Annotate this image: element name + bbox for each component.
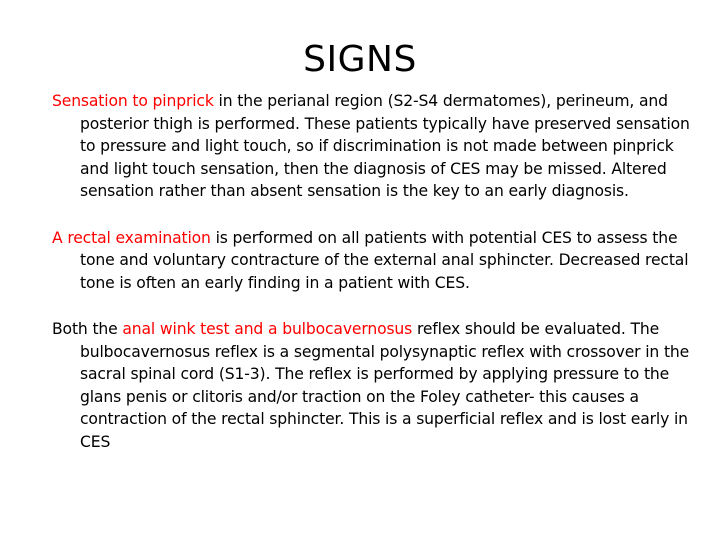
slide-title: SIGNS bbox=[303, 39, 417, 80]
highlight-anal-wink-bulbocavernosus: anal wink test and a bulbocavernosus bbox=[122, 320, 413, 338]
paragraph-pinprick bbox=[52, 90, 690, 203]
paragraph-text: reflex should be evaluated. The bulbocavernosus reflex is a segmental polysynaptic reflex with crossover in the sacral spinal cord (S1-3). The reflex is performed by applying pressure to the glans penis or clitoris and/or traction on the Foley catheter- this causes a contraction of the rectal sphincter. This is a superficial reflex and is lost early in CES bbox=[80, 320, 690, 451]
paragraph-text: in the perianal region (S2-S4 dermatomes), perineum, and posterior thigh is performed. These patients typically have preserved sensation to pressure and light touch, so if discrimination is not made between pinprick and light touch sensation, then the diagnosis of CES may be missed. Altered sensation rather than absent sensation is the key to an early diagnosis. bbox=[80, 92, 690, 200]
highlight-rectal-examination: A rectal examination bbox=[52, 228, 211, 247]
paragraph-rectal-exam bbox=[52, 227, 690, 295]
slide-body bbox=[52, 90, 690, 477]
highlight-sensation-to-pinprick: Sensation to pinprick bbox=[52, 92, 214, 110]
paragraph-lead: Both the bbox=[52, 320, 123, 338]
paragraph-text: is performed on all patients with potential CES to assess the tone and voluntary contracture of the external anal sphincter. Decreased rectal tone is often an early finding in a patient with CES. bbox=[80, 228, 689, 292]
paragraph-reflex-tests bbox=[52, 318, 690, 453]
